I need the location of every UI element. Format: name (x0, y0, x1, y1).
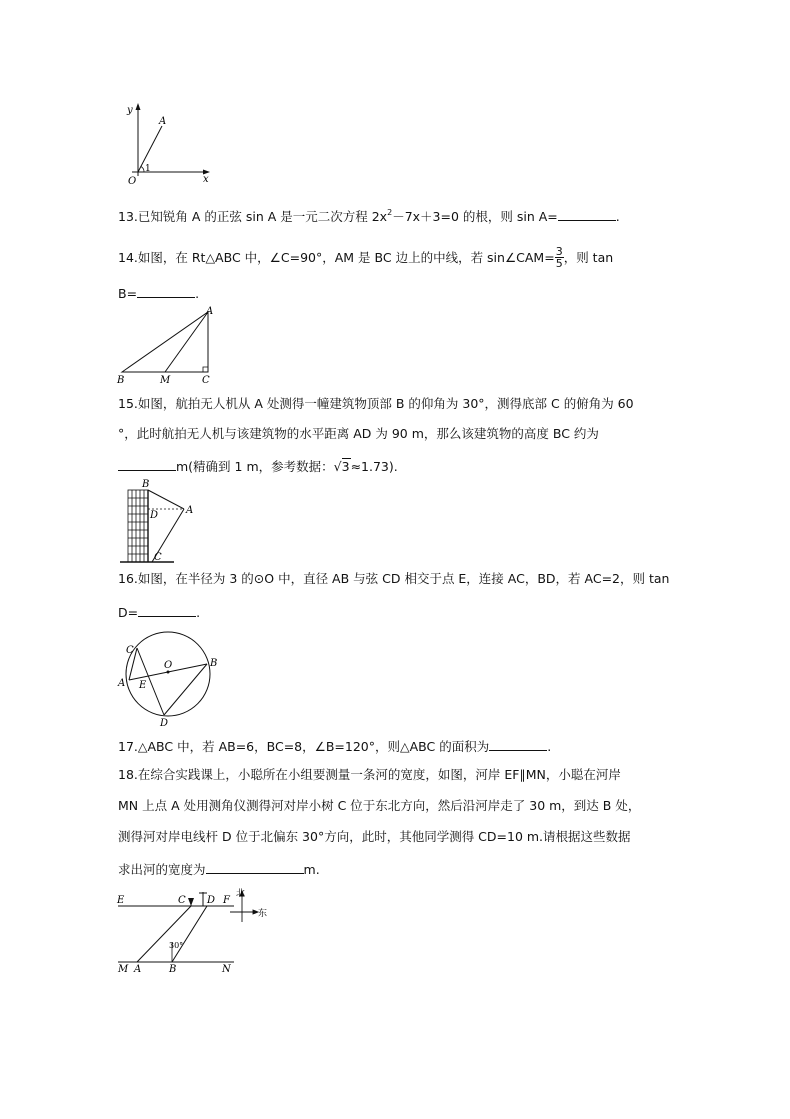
point-f-label: F (223, 895, 230, 906)
question-18-line-2: MN 上点 A 处用测角仪测得河对岸小树 C 位于东北方向，然后沿河岸走了 30 m，到达 B 处， (118, 798, 641, 813)
question-13: 13.已知锐角 A 的正弦 sin A 是一元二次方程 $2x^2-7x+3=0$ 的根，则 sin A= . (118, 208, 620, 224)
median-am (165, 312, 208, 372)
point-b-label: B (142, 479, 150, 490)
point-a-label: A (186, 505, 194, 516)
point-c-label: C (178, 895, 186, 906)
question-18: 18.在综合实践课上，小聪所在小组要测量一条河的宽度，如图，河岸 EF∥MN，小聪在河岸 (118, 767, 621, 782)
point-o-label: O (164, 660, 173, 671)
angle-arc (141, 167, 144, 173)
point-a-label: A (159, 116, 167, 127)
question-15-line-3: m(精确到 1 m，参考数据：√3≈1.73). (118, 458, 398, 475)
line-ab (148, 490, 184, 509)
y-axis-arrow-icon (136, 103, 141, 110)
point-c-label: C (202, 375, 210, 386)
line-bd (172, 906, 207, 962)
point-d-label: D (150, 510, 159, 521)
question-16: 16.如图，在半径为 3 的⊙O 中，直径 AB 与弦 CD 相交于点 E，连接 AC，BD，若 AC=2，则 tan (118, 571, 670, 586)
point-b-label: B (169, 964, 177, 974)
answer-blank-17[interactable] (489, 738, 547, 751)
point-a-label: A (118, 678, 126, 689)
question-15-line-2: °，此时航拍无人机与该建筑物的水平距离 AD 为 90 m，那么该建筑物的高度 BC 约为 (118, 426, 599, 441)
point-e-label: E (117, 895, 125, 906)
circle-o (126, 632, 210, 716)
right-angle-mark (203, 367, 208, 372)
point-d-label: D (207, 895, 216, 906)
line-ac (137, 906, 191, 962)
figure-circle (112, 628, 227, 728)
y-label: y (127, 105, 133, 116)
point-b-label: B (117, 375, 125, 386)
point-a-label: A (206, 306, 214, 317)
figure-axes (112, 100, 222, 190)
point-a-label: A (134, 964, 142, 974)
question-17: 17.△ABC 中，若 AB=6，BC=8，∠B=120°，则△ABC 的面积为 . (118, 739, 552, 754)
question-14-line-2: B= . (118, 286, 200, 301)
answer-blank-15[interactable] (118, 458, 176, 471)
answer-blank-18[interactable] (206, 861, 304, 874)
answer-blank-16[interactable] (138, 604, 196, 617)
triangle-abc (122, 312, 208, 372)
figure-river (112, 884, 292, 974)
point-b-label: B (210, 658, 218, 669)
pole-icon (199, 892, 207, 906)
figure-right-triangle (112, 304, 227, 386)
building (128, 490, 148, 562)
answer-blank-14[interactable] (137, 285, 195, 298)
point-c-label: C (126, 645, 134, 656)
fraction-3-5: $\frac{3}{5}$ (555, 245, 563, 270)
question-16-line-2: D= . (118, 605, 201, 620)
answer-blank-13[interactable] (558, 208, 616, 221)
angle-label: 1 (145, 164, 151, 174)
point-m-label: M (118, 964, 129, 974)
north-label: 北 (236, 889, 246, 899)
point-m-label: M (160, 375, 171, 386)
figure-building-drone (112, 478, 202, 568)
question-18-line-4: 求出河的宽度为 m. (118, 862, 320, 877)
point-d-label: D (160, 718, 169, 728)
question-15: 15.如图，航拍无人机从 A 处测得一幢建筑物顶部 B 的仰角为 30°，测得底部 C 的俯角为 60 (118, 396, 634, 411)
question-18-line-3: 测得河对岸电线杆 D 位于北偏东 30°方向，此时，其他同学测得 CD=10 m.请根据这些数据 (118, 829, 631, 844)
east-label: 东 (258, 909, 268, 919)
point-n-label: N (222, 964, 231, 974)
angle-30-label: 30° (169, 941, 184, 950)
x-label: x (203, 174, 209, 185)
point-c-label: C (154, 552, 162, 563)
point-e-label: E (139, 680, 147, 691)
origin-label: O (128, 176, 137, 187)
question-14: 14.如图，在 Rt△ABC 中，∠C=90°，AM 是 BC 边上的中线，若 sin∠CAM= $\frac{3}{5}$ ，则 tan (118, 245, 614, 270)
